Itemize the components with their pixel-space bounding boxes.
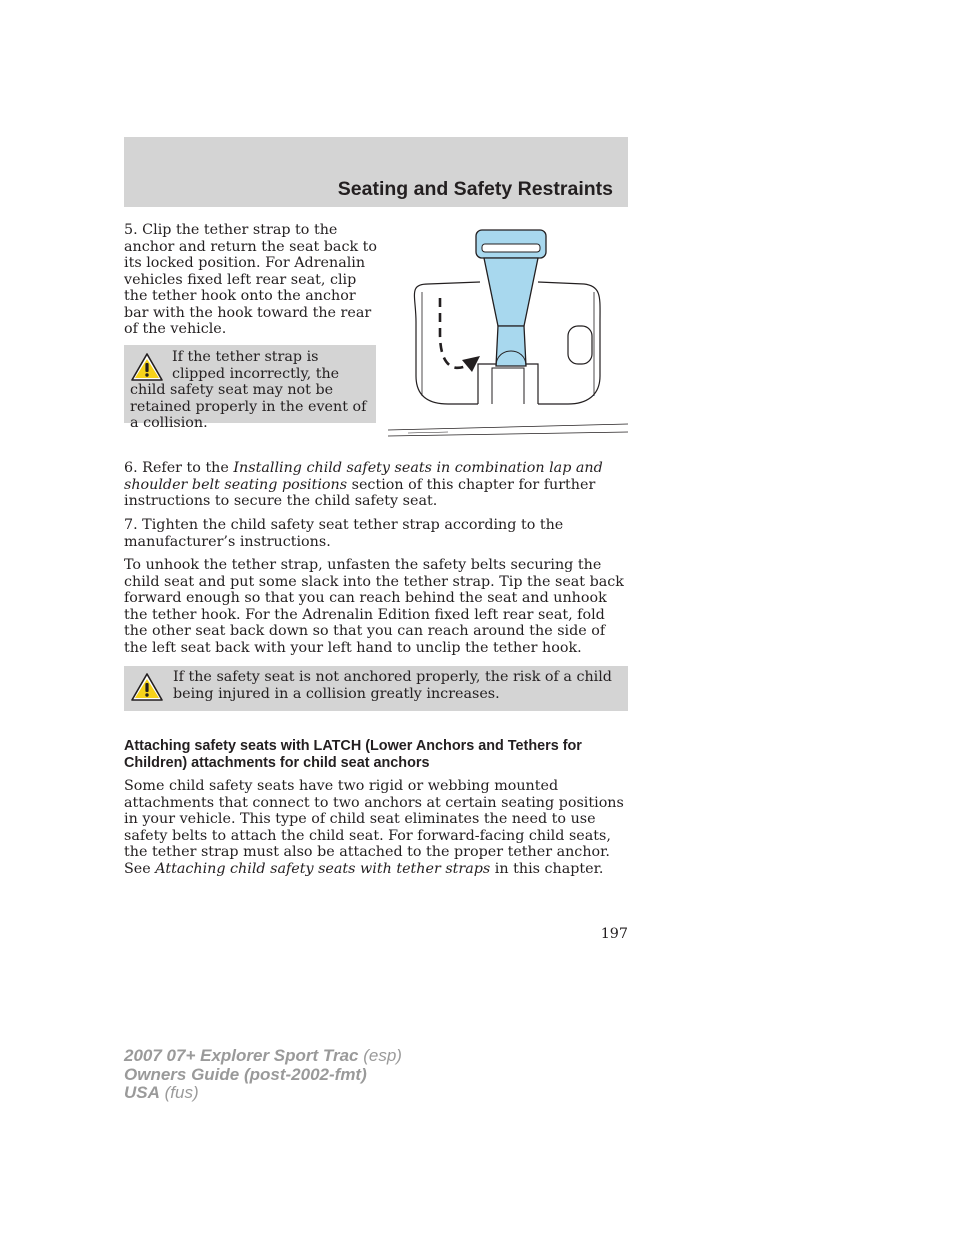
footer-guide: Owners Guide (post-2002-fmt)	[124, 1064, 367, 1084]
footer-line-3	[124, 1084, 402, 1103]
latch-paragraph	[124, 778, 628, 877]
warning-text-tether: If the tether strap is clipped incorrectly, the child safety seat may not be retained properly in the event of a collision.	[130, 349, 367, 431]
latch-body-prefix: Some child safety seats have two rigid or webbing mounted attachments that connect to two anchors at certain seating positions in your vehicle. This type of child seat eliminates the need to use safety belts to attach the child seat. For forward-facing child seats, the tether strap must also be attached to the proper tether anchor. See	[124, 778, 624, 877]
warning-triangle-icon	[130, 672, 164, 702]
footer-market: USA	[124, 1083, 160, 1102]
page-number: 197	[600, 926, 628, 942]
step-6-prefix: 6. Refer to the	[124, 460, 234, 476]
footer-market-code: (fus)	[159, 1083, 199, 1102]
latch-body-suffix: in this chapter.	[490, 860, 604, 877]
warning-box-anchoring	[124, 666, 628, 711]
warning-box-tether	[124, 345, 376, 431]
footer-model-code: (esp)	[358, 1046, 402, 1065]
section-title: Seating and Safety Restraints	[337, 178, 613, 200]
step-6-suffix: section of this chapter for further instructions to secure the child safety seat.	[124, 476, 596, 509]
warning-triangle-icon	[130, 352, 164, 382]
warning-text-anchoring: If the safety seat is not anchored properly, the risk of a child being injured in a collision greatly increases.	[173, 669, 612, 702]
latch-section-reference: Attaching child safety seats with tether straps	[155, 860, 491, 877]
document-footer	[124, 1047, 402, 1103]
footer-model: 2007 07+ Explorer Sport Trac	[124, 1046, 359, 1065]
header-band	[124, 137, 628, 207]
footer-line-1	[124, 1047, 402, 1066]
step-6-section-reference: Installing child safety seats in combination lap and shoulder belt seating positions	[124, 460, 603, 493]
tether-anchor-illustration	[388, 226, 628, 438]
step-5-paragraph: 5. Clip the tether strap to the anchor and return the seat back to its locked position. For Adrenalin vehicles fixed left rear seat, clip the tether hook onto the anchor bar with the hook toward the rear of the vehicle.	[124, 222, 378, 337]
latch-heading: Attaching safety seats with LATCH (Lower Anchors and Tethers for Children) attachments for child seat anchors	[124, 738, 582, 771]
step-7-paragraph: 7. Tighten the child safety seat tether strap according to the manufacturer’s instructions.	[124, 517, 564, 550]
unhook-paragraph: To unhook the tether strap, unfasten the safety belts securing the child seat and put some slack into the tether strap. Tip the seat back forward enough so that you can reach behind the seat and unhook the tether hook. For the Adrenalin Edition fixed left rear seat, fold the other seat back down so that you can reach around the side of the left seat back with your left hand to unclip the tether hook.	[124, 557, 624, 656]
step-6-paragraph	[124, 460, 628, 510]
footer-line-2	[124, 1066, 402, 1085]
